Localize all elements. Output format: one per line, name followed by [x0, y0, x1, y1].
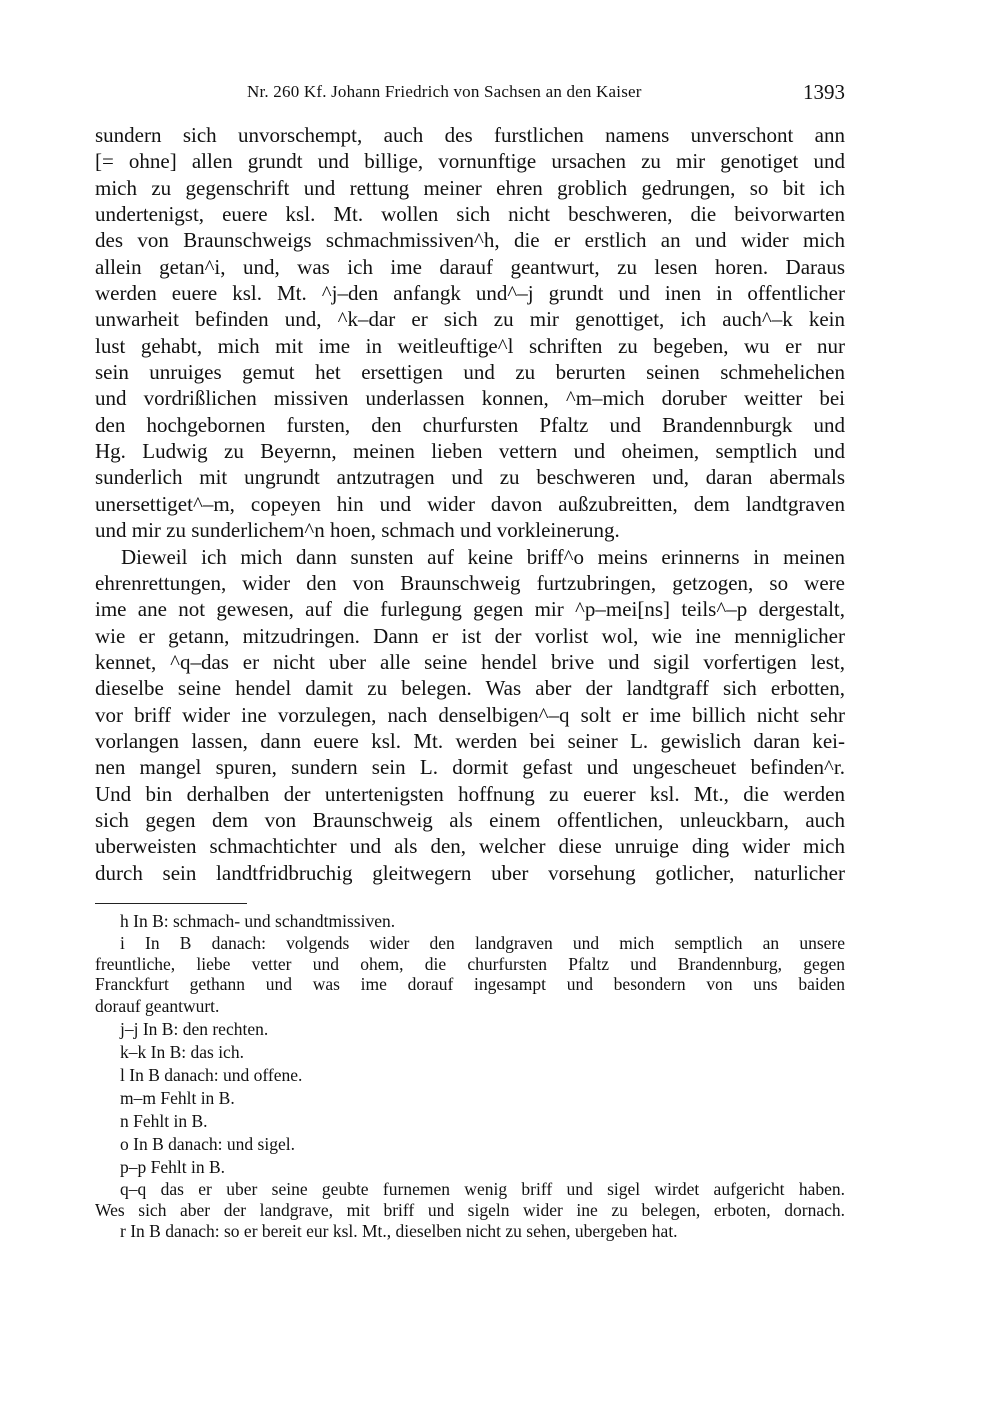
body-line: ehrenrettungen, wider den von Braunschweig furtzubringen, getzogen, so were [95, 570, 845, 595]
body-line: den hochgebornen fursten, den churfursten Pfaltz und Brandennburgk und [95, 412, 845, 437]
body-line: und mir zu sunderlichem^n hoen, schmach und vorkleinerung. [95, 518, 620, 543]
footnote: freuntliche, liebe vetter und ohem, die churfursten Pfaltz und Brandennburg, gegen [95, 953, 845, 974]
body-line: kennet, ^q–das er nicht uber alle seine hendel brive und sigil vorfertigen lest, [95, 649, 845, 674]
footnote: Franckfurt gethann und was ime dorauf ingesampt und besondern von uns baiden [95, 974, 845, 995]
body-line: mich zu gegenschrift und rettung meiner ehren groblich gedrungen, so bit ich [95, 175, 845, 200]
footnote: k–k In B: das ich. [120, 1041, 244, 1062]
body-line: sunderlich mit ungrundt antzutragen und zu beschweren und, daran abermals [95, 465, 845, 490]
body-line: lust gehabt, mich mit ime in weitleuftige^l schriften zu begeben, wu er nur [95, 333, 845, 358]
page-number: 1393 [803, 80, 845, 104]
body-line: des von Braunschweigs schmachmissiven^h, die er erstlich an und wider mich [95, 228, 845, 253]
footnote: q–q das er uber seine geubte furnemen wenig briff und sigel wirdet aufgericht haben. [120, 1179, 845, 1200]
footnote: o In B danach: und sigel. [120, 1134, 295, 1155]
footnote: Wes sich aber der landgrave, mit briff und sigeln wider ine zu belegen, erboten, dornach. [95, 1199, 845, 1220]
main-text [95, 122, 845, 886]
body-line: werden euere ksl. Mt. ^j–den anfangk und^–j grundt und inen in offentlicher [95, 281, 845, 306]
footnote: n Fehlt in B. [120, 1111, 208, 1132]
footnote: dorauf geantwurt. [95, 995, 220, 1016]
footnotes [95, 910, 845, 1243]
body-line: wie er getann, mitzudringen. Dann er ist der vorlist wol, wie ine menniglicher [95, 623, 845, 648]
body-line: durch sein landtfridbruchig gleitwegern uber vorsehung gotlicher, naturlicher [95, 860, 845, 885]
body-line: ime ane not gewesen, auf die furlegung gegen mir ^p–mei[ns] teils^–p dergestalt, [95, 597, 845, 622]
footnote: j–j In B: den rechten. [120, 1018, 269, 1039]
running-header [95, 80, 845, 108]
body-line: unwarheit befinden und, ^k–dar er sich zu mir genottiget, ich auch^–k kein [95, 307, 845, 332]
body-line: Dieweil ich mich dann sunsten auf keine briff^o meins erinnerns in meinen [121, 544, 845, 569]
footnote: p–p Fehlt in B. [120, 1157, 226, 1178]
footnote: i In B danach: volgends wider den landgraven und mich semptlich an unsere [120, 933, 845, 954]
body-line: uberweisten schmachtichter und als den, welcher diese unruige ding wider mich [95, 834, 845, 859]
body-line: sich gegen dem von Braunschweig als einem offentlichen, unleuckbarn, auch [95, 807, 845, 832]
body-line: dieselbe seine hendel damit zu belegen. Was aber der landtgraff sich erbotten, [95, 676, 845, 701]
body-line: unersettiget^–m, copeyen hin und wider davon außzubreitten, dem landtgraven [95, 491, 845, 516]
body-line: [= ohne] allen grundt und billige, vornunftige ursachen zu mir genotiget und [95, 149, 845, 174]
body-line: Und bin derhalben der untertenigsten hoffnung zu euerer ksl. Mt., die werden [95, 781, 845, 806]
footnote: h In B: schmach- und schandtmissiven. [120, 911, 396, 931]
body-line: nen mangel spuren, sundern sein L. dormit gefast und ungescheuet befinden^r. [95, 755, 845, 780]
body-line: sundern sich unvorschempt, auch des furstlichen namens unverschont ann [95, 123, 845, 147]
body-line: allein getan^i, und, was ich ime darauf geantwurt, zu lesen horen. Daraus [95, 254, 845, 279]
footnote: m–m Fehlt in B. [120, 1087, 235, 1108]
body-line: Hg. Ludwig zu Beyernn, meinen lieben vettern und oheimen, semptlich und [95, 439, 845, 464]
footnote: r In B danach: so er bereit eur ksl. Mt., dieselben nicht zu sehen, ubergeben hat. [120, 1221, 678, 1242]
body-line: und vordrißlichen missiven underlassen konnen, ^m–mich doruber weitter bei [95, 386, 845, 411]
running-title: Nr. 260 Kf. Johann Friedrich von Sachsen an den Kaiser [247, 82, 642, 101]
footnote-rule [95, 903, 247, 904]
body-line: sein unruiges gemut het ersettigen und zu berurten seinen schmehelichen [95, 360, 845, 385]
body-line: undertenigst, euere ksl. Mt. wollen sich nicht beschweren, die beivorwarten [95, 202, 845, 227]
footnote: l In B danach: und offene. [120, 1064, 303, 1085]
body-line: vorlangen lassen, dann euere ksl. Mt. werden bei seiner L. gewislich daran kei- [95, 728, 845, 753]
body-line: vor briff wider ine vorzulegen, nach denselbigen^–q solt er ime billich nicht sehr [95, 702, 845, 727]
